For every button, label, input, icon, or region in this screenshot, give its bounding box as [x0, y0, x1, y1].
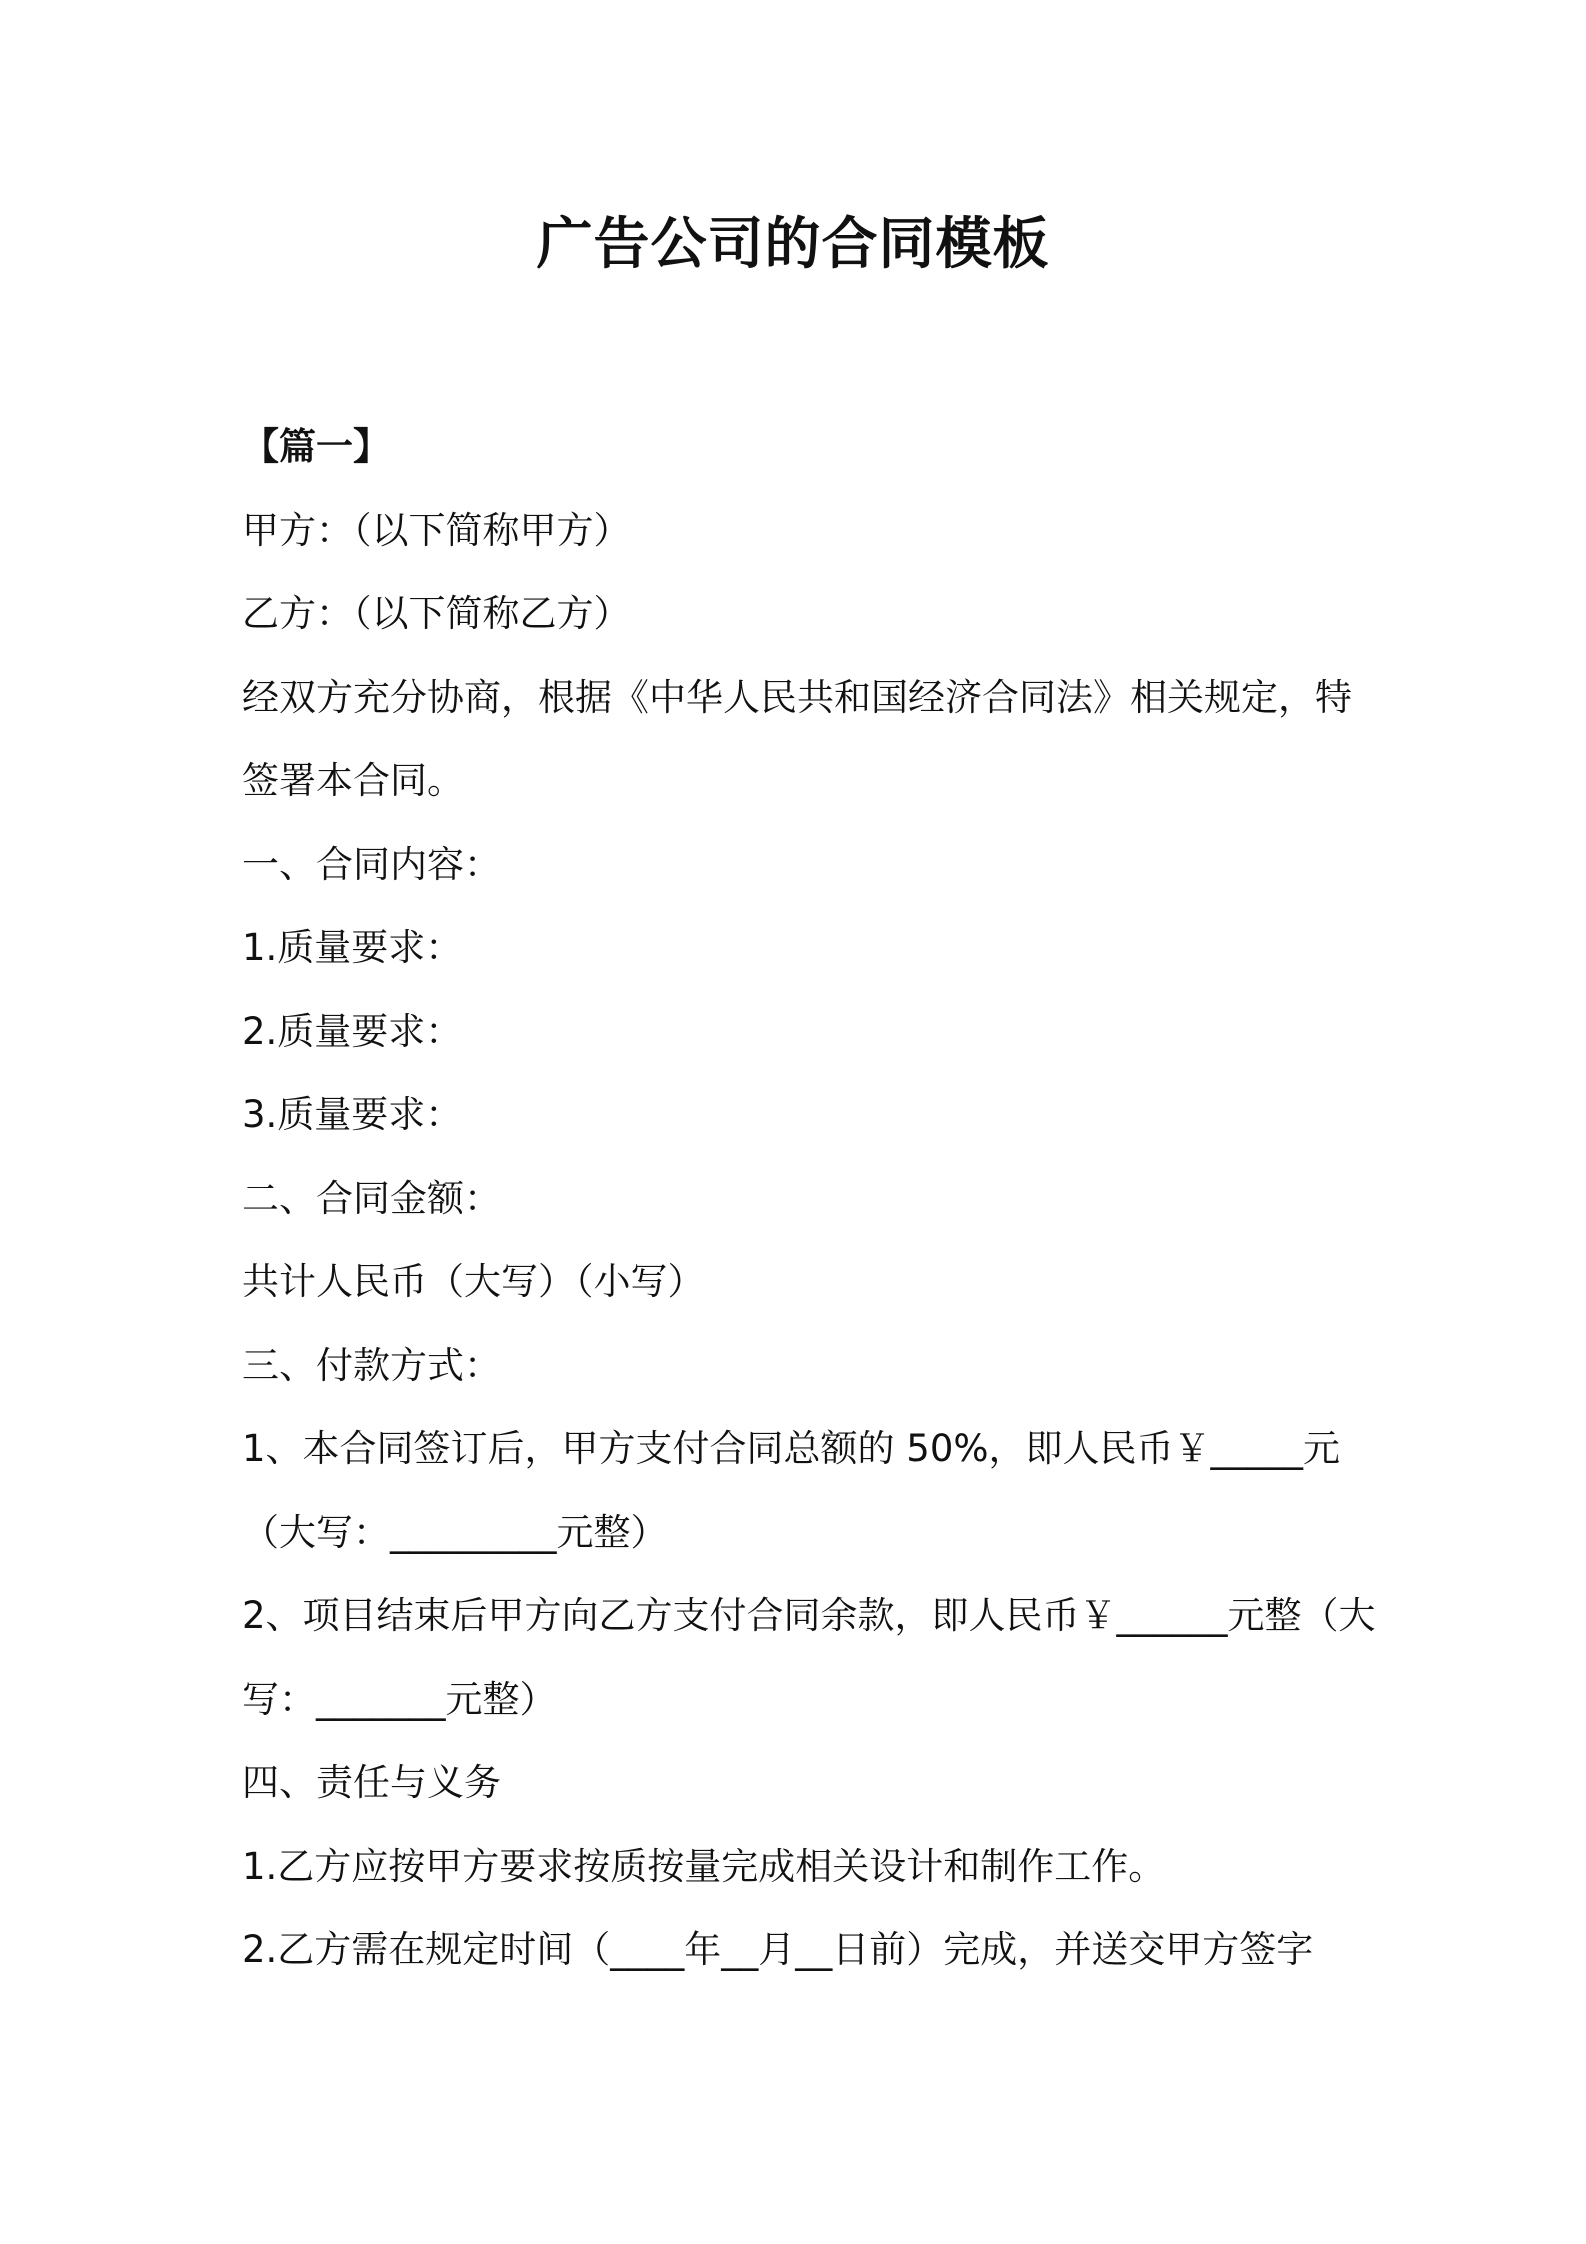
- heading-responsibilities: 四、责任与义务: [242, 1761, 501, 1804]
- document-body: [242, 405, 1376, 1992]
- party-a-line: 甲方：（以下简称甲方）: [242, 508, 631, 552]
- document-title: 广告公司的合同模板: [536, 212, 1050, 277]
- responsibility-clause-1: 1.乙方应按甲方要求按质按量完成相关设计和制作工作。: [242, 1844, 1166, 1888]
- payment-clause-1-line-2: （大写：_________元整）: [242, 1510, 668, 1554]
- payment-clause-2-line-1: 2、项目结束后甲方向乙方支付合同余款，即人民币￥______元整（大: [242, 1594, 1376, 1637]
- section-label: 【篇一】: [242, 425, 390, 468]
- preamble-line-2: 签署本合同。: [242, 759, 464, 802]
- payment-clause-1-line-1: 1、本合同签订后，甲方支付合同总额的 50%，即人民币￥_____元: [242, 1427, 1341, 1470]
- preamble-line-1: 经双方充分协商，根据《中华人民共和国经济合同法》相关规定，特: [242, 675, 1352, 719]
- heading-contract-amount: 二、合同金额：: [242, 1176, 501, 1220]
- quality-requirement-1: 1.质量要求：: [242, 926, 463, 969]
- payment-clause-2-line-2: 写：_______元整）: [242, 1677, 557, 1721]
- quality-requirement-3: 3.质量要求：: [242, 1093, 463, 1136]
- party-b-line: 乙方：（以下简称乙方）: [242, 592, 631, 635]
- responsibility-clause-2: 2.乙方需在规定时间（____年__月__日前）完成，并送交甲方签字: [242, 1928, 1314, 1971]
- heading-payment-method: 三、付款方式：: [242, 1343, 501, 1387]
- quality-requirement-2: 2.质量要求：: [242, 1009, 463, 1053]
- amount-total-line: 共计人民币（大写）（小写）: [242, 1260, 705, 1303]
- heading-contract-content: 一、合同内容：: [242, 842, 501, 886]
